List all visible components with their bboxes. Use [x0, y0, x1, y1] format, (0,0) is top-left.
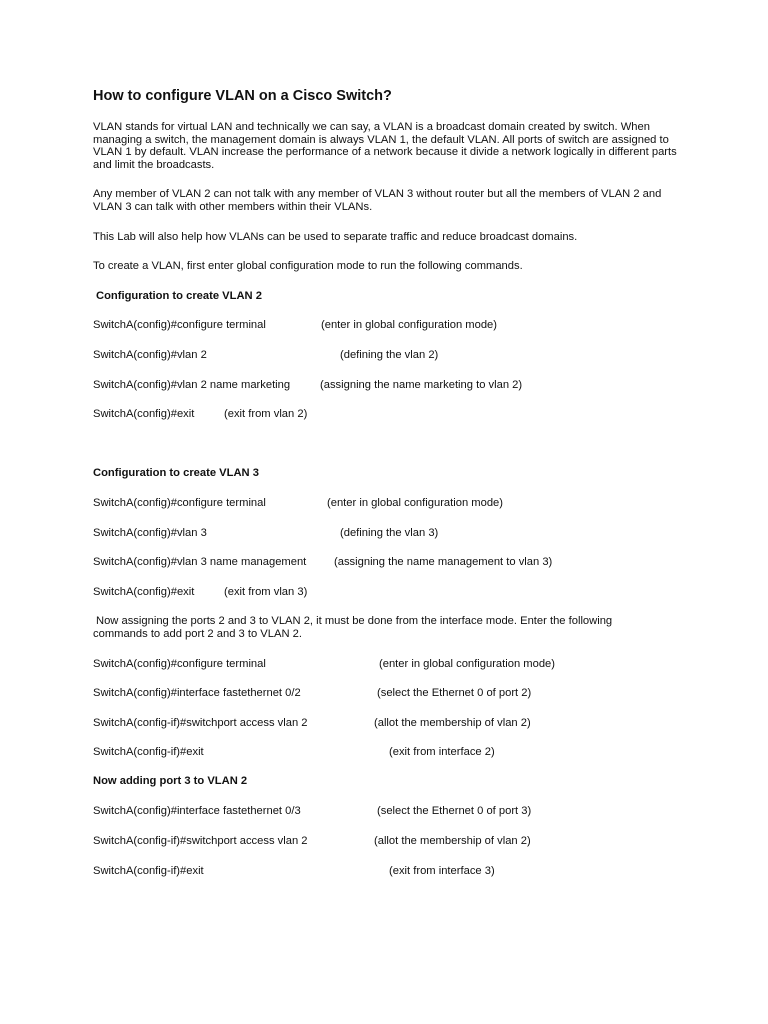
command-note: (assigning the name marketing to vlan 2): [320, 379, 523, 391]
lab-paragraph: This Lab will also help how VLANs can be used to separate traffic and reduce broadcast domains.: [93, 231, 578, 243]
command-text: SwitchA(config)#exit: [93, 586, 195, 598]
command-text: SwitchA(config)#configure terminal: [93, 319, 266, 331]
command-text: SwitchA(config)#vlan 3 name management: [93, 556, 307, 568]
command-text: SwitchA(config)#interface fastethernet 0/2: [93, 687, 301, 699]
command-row: [93, 687, 693, 701]
command-note: (exit from interface 3): [389, 865, 495, 877]
create-vlan-paragraph: To create a VLAN, first enter global configuration mode to run the following commands.: [93, 260, 523, 272]
command-note: (assigning the name management to vlan 3): [334, 556, 553, 568]
command-note: (allot the membership of vlan 2): [374, 717, 531, 729]
command-note: (exit from interface 2): [389, 746, 495, 758]
command-note: (defining the vlan 3): [340, 527, 439, 539]
command-row: [93, 805, 693, 819]
command-text: SwitchA(config)#configure terminal: [93, 658, 266, 670]
command-text: SwitchA(config)#vlan 2 name marketing: [93, 379, 291, 391]
command-row: [93, 497, 693, 511]
command-row: [93, 586, 693, 600]
command-note: (allot the membership of vlan 2): [374, 835, 531, 847]
command-row: [93, 556, 693, 570]
command-note: (exit from vlan 2): [224, 408, 308, 420]
command-row: [93, 865, 693, 879]
command-note: (enter in global configuration mode): [327, 497, 503, 509]
command-row: [93, 746, 693, 760]
command-text: SwitchA(config-if)#exit: [93, 865, 204, 877]
command-text: SwitchA(config)#configure terminal: [93, 497, 266, 509]
command-text: SwitchA(config)#vlan 2: [93, 349, 207, 361]
command-row: [93, 319, 693, 333]
command-note: (defining the vlan 2): [340, 349, 439, 361]
command-row: [93, 379, 693, 393]
command-text: SwitchA(config-if)#exit: [93, 746, 204, 758]
command-row: [93, 717, 693, 731]
command-note: (exit from vlan 3): [224, 586, 308, 598]
command-row: [93, 658, 693, 672]
command-row: [93, 527, 693, 541]
section-heading-vlan2: Configuration to create VLAN 2: [96, 290, 262, 302]
command-note: (enter in global configuration mode): [379, 658, 555, 670]
command-text: SwitchA(config-if)#switchport access vlan 2: [93, 835, 308, 847]
command-note: (select the Ethernet 0 of port 3): [377, 805, 532, 817]
page-title: How to configure VLAN on a Cisco Switch?: [93, 88, 392, 104]
command-note: (enter in global configuration mode): [321, 319, 497, 331]
intro-paragraph: VLAN stands for virtual LAN and technically we can say, a VLAN is a broadcast domain created by switch. When managing a switch, the management domain is always VLAN 1, the default VLAN. All ports of switch are assigned to VLAN 1 by default. VLAN increase the performance of a network because it divide a network logically in different parts and limit the broadcasts.: [93, 121, 677, 171]
command-row: [93, 835, 693, 849]
command-note: (select the Ethernet 0 of port 2): [377, 687, 532, 699]
section-heading-port3: Now adding port 3 to VLAN 2: [93, 775, 248, 787]
command-text: SwitchA(config-if)#switchport access vlan 2: [93, 717, 308, 729]
command-text: SwitchA(config)#interface fastethernet 0/3: [93, 805, 301, 817]
section-heading-vlan3: Configuration to create VLAN 3: [93, 467, 259, 479]
vlan-members-paragraph: Any member of VLAN 2 can not talk with any member of VLAN 3 without router but all the members of VLAN 2 and VLAN 3 can talk with other members within their VLANs.: [93, 188, 662, 213]
command-text: SwitchA(config)#exit: [93, 408, 195, 420]
command-row: [93, 349, 693, 363]
command-text: SwitchA(config)#vlan 3: [93, 527, 207, 539]
command-row: [93, 408, 693, 422]
assign-ports-paragraph: Now assigning the ports 2 and 3 to VLAN 2, it must be done from the interface mode. Enter the following commands to add port 2 and 3 to VLAN 2.: [93, 615, 613, 640]
